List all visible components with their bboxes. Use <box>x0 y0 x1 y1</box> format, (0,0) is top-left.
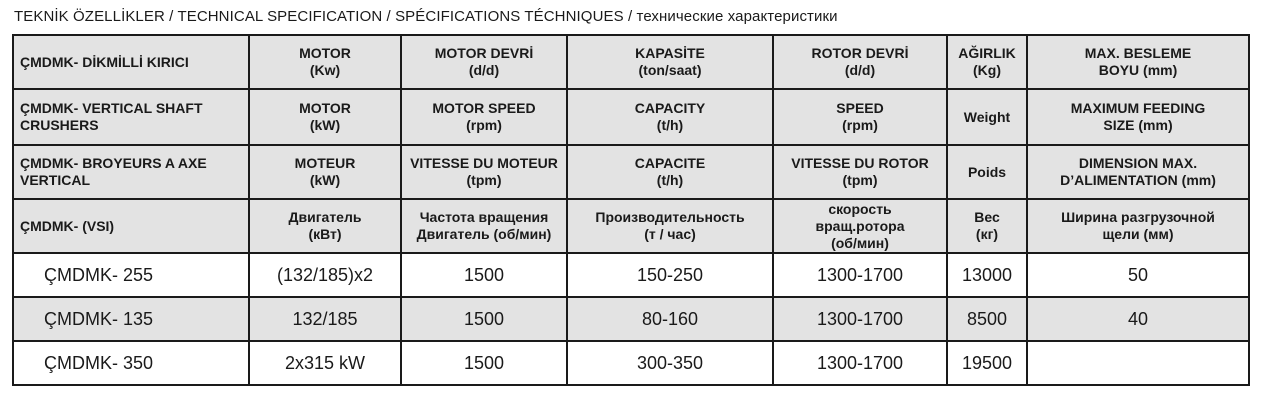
header-cell: CAPACITY (t/h) <box>567 89 773 145</box>
header-cell: скорость вращ.ротора (об/мин) <box>773 199 947 253</box>
header-row-french <box>13 145 1249 199</box>
table-cell: (132/185)x2 <box>249 253 401 297</box>
header-cell: Weight <box>947 89 1027 145</box>
header-row-turkish <box>13 35 1249 89</box>
table-cell: 8500 <box>947 297 1027 341</box>
header-cell: ÇMDMK- VERTICAL SHAFT CRUSHERS <box>13 89 249 145</box>
table-cell: 150-250 <box>567 253 773 297</box>
table-cell: 80-160 <box>567 297 773 341</box>
table-cell: 1300-1700 <box>773 297 947 341</box>
model-cell: ÇMDMK- 255 <box>13 253 249 297</box>
header-cell: ÇMDMK- BROYEURS A AXE VERTICAL <box>13 145 249 199</box>
table-cell: 50 <box>1027 253 1249 297</box>
header-row-russian <box>13 199 1249 253</box>
header-cell: SPEED (rpm) <box>773 89 947 145</box>
table-cell: 2x315 kW <box>249 341 401 385</box>
header-cell: MOTOR SPEED (rpm) <box>401 89 567 145</box>
table-row <box>13 253 1249 297</box>
spec-table <box>12 34 1250 386</box>
table-cell: 300-350 <box>567 341 773 385</box>
table-cell: 1300-1700 <box>773 253 947 297</box>
model-cell: ÇMDMK- 350 <box>13 341 249 385</box>
header-cell: MAXIMUM FEEDING SIZE (mm) <box>1027 89 1249 145</box>
header-cell: Ширина разгрузочной щели (мм) <box>1027 199 1249 253</box>
table-cell: 13000 <box>947 253 1027 297</box>
table-cell <box>1027 341 1249 385</box>
page-title: TEKNİK ÖZELLİKLER / TECHNICAL SPECIFICATION / SPÉCIFICATIONS TÉCHNIQUES / технические характеристики <box>14 8 838 25</box>
header-cell: MOTEUR (kW) <box>249 145 401 199</box>
header-cell: VITESSE DU MOTEUR (tpm) <box>401 145 567 199</box>
header-cell: MAX. BESLEME BOYU (mm) <box>1027 35 1249 89</box>
header-cell: VITESSE DU ROTOR (tpm) <box>773 145 947 199</box>
header-cell: CAPACITE (t/h) <box>567 145 773 199</box>
table-cell: 40 <box>1027 297 1249 341</box>
header-cell: Частота вращения Двигатель (об/мин) <box>401 199 567 253</box>
table-cell: 1500 <box>401 253 567 297</box>
header-cell: AĞIRLIK (Kg) <box>947 35 1027 89</box>
table-row <box>13 297 1249 341</box>
header-cell: MOTOR DEVRİ (d/d) <box>401 35 567 89</box>
header-cell: Вес (кг) <box>947 199 1027 253</box>
header-cell: Двигатель (кВт) <box>249 199 401 253</box>
header-cell: ROTOR DEVRİ (d/d) <box>773 35 947 89</box>
header-cell: ÇMDMK- (VSI) <box>13 199 249 253</box>
table-cell: 1500 <box>401 341 567 385</box>
header-cell: KAPASİTE (ton/saat) <box>567 35 773 89</box>
header-cell: ÇMDMK- DİKMİLLİ KIRICI <box>13 35 249 89</box>
table-row <box>13 341 1249 385</box>
header-cell: MOTOR (kW) <box>249 89 401 145</box>
header-cell: MOTOR (Kw) <box>249 35 401 89</box>
model-cell: ÇMDMK- 135 <box>13 297 249 341</box>
table-cell: 132/185 <box>249 297 401 341</box>
header-cell: DIMENSION MAX. D’ALIMENTATION (mm) <box>1027 145 1249 199</box>
header-cell: Poids <box>947 145 1027 199</box>
table-cell: 1300-1700 <box>773 341 947 385</box>
header-cell: Производительность (т / час) <box>567 199 773 253</box>
table-cell: 19500 <box>947 341 1027 385</box>
table-cell: 1500 <box>401 297 567 341</box>
header-row-english <box>13 89 1249 145</box>
